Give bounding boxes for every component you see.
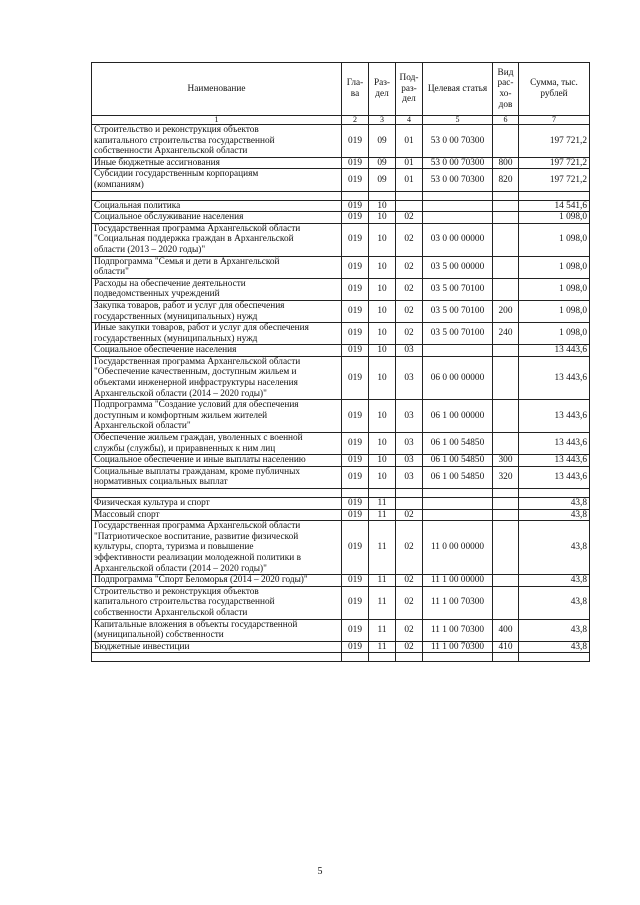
table-row bbox=[92, 455, 590, 467]
column-numbers-row bbox=[92, 116, 590, 125]
podrazdel-cell: 02 bbox=[396, 278, 423, 300]
name-line: капитального строительства государственной bbox=[94, 597, 275, 608]
target-cell: 03 0 00 00000 bbox=[423, 223, 493, 256]
vid-cell bbox=[493, 509, 519, 521]
vid-cell bbox=[493, 498, 519, 510]
podrazdel-cell bbox=[396, 200, 423, 212]
name-cell bbox=[92, 641, 342, 653]
razdel-cell: 11 bbox=[369, 521, 396, 575]
razdel-cell: 10 bbox=[369, 345, 396, 357]
table-row bbox=[92, 278, 590, 300]
sum-cell: 13 443,6 bbox=[519, 356, 590, 399]
name-line: государственных (муниципальных) нужд bbox=[94, 333, 258, 344]
target-cell: 53 0 00 70300 bbox=[423, 125, 493, 158]
glava-cell: 019 bbox=[342, 455, 369, 467]
glava-cell: 019 bbox=[342, 125, 369, 158]
podrazdel-cell: 03 bbox=[396, 433, 423, 455]
razdel-cell: 09 bbox=[369, 125, 396, 158]
name-line: "Патриотическое воспитание, развитие физической bbox=[94, 531, 299, 542]
target-cell bbox=[423, 345, 493, 357]
target-cell: 03 5 00 70100 bbox=[423, 300, 493, 322]
name-line: эффективности реализации молодежной политики в bbox=[94, 552, 301, 563]
empty-cell bbox=[519, 653, 590, 662]
header-vid: Вид рас-хо-дов bbox=[493, 63, 519, 116]
glava-cell: 019 bbox=[342, 400, 369, 433]
table-row bbox=[92, 169, 590, 191]
budget-table bbox=[91, 62, 590, 662]
name-line: Строительство и реконструкция объектов bbox=[94, 125, 259, 135]
empty-cell bbox=[92, 653, 342, 662]
razdel-cell: 10 bbox=[369, 323, 396, 345]
podrazdel-cell: 02 bbox=[396, 256, 423, 278]
empty-cell bbox=[519, 191, 590, 200]
podrazdel-cell: 03 bbox=[396, 466, 423, 488]
target-cell: 53 0 00 70300 bbox=[423, 157, 493, 169]
empty-cell bbox=[342, 489, 369, 498]
glava-cell: 019 bbox=[342, 498, 369, 510]
razdel-cell: 10 bbox=[369, 433, 396, 455]
podrazdel-cell: 01 bbox=[396, 157, 423, 169]
glava-cell: 019 bbox=[342, 200, 369, 212]
name-line: Физическая культура и спорт bbox=[94, 498, 210, 508]
razdel-cell: 11 bbox=[369, 586, 396, 619]
sum-cell: 1 098,0 bbox=[519, 323, 590, 345]
target-cell: 11 0 00 00000 bbox=[423, 521, 493, 575]
sum-cell: 13 443,6 bbox=[519, 466, 590, 488]
col-number: 1 bbox=[92, 116, 342, 125]
name-line: "Обеспечение качественным, доступным жильем и bbox=[94, 367, 297, 378]
sum-cell: 43,8 bbox=[519, 641, 590, 653]
glava-cell: 019 bbox=[342, 521, 369, 575]
sum-cell: 197 721,2 bbox=[519, 169, 590, 191]
header-target: Целевая статья bbox=[423, 63, 493, 116]
glava-cell: 019 bbox=[342, 641, 369, 653]
podrazdel-cell: 02 bbox=[396, 586, 423, 619]
sum-cell: 43,8 bbox=[519, 586, 590, 619]
vid-cell bbox=[493, 400, 519, 433]
razdel-cell: 10 bbox=[369, 300, 396, 322]
razdel-cell: 10 bbox=[369, 200, 396, 212]
name-line: Социальные выплаты гражданам, кроме публичных bbox=[94, 466, 300, 477]
name-cell bbox=[92, 157, 342, 169]
razdel-cell: 10 bbox=[369, 356, 396, 399]
empty-cell bbox=[493, 489, 519, 498]
name-line: "Социальная поддержка граждан в Архангельской bbox=[94, 234, 294, 245]
empty-cell bbox=[396, 191, 423, 200]
razdel-cell: 10 bbox=[369, 400, 396, 433]
podrazdel-cell: 02 bbox=[396, 223, 423, 256]
podrazdel-cell: 01 bbox=[396, 125, 423, 158]
vid-cell: 410 bbox=[493, 641, 519, 653]
vid-cell bbox=[493, 200, 519, 212]
empty-cell bbox=[423, 653, 493, 662]
podrazdel-cell: 03 bbox=[396, 356, 423, 399]
razdel-cell: 10 bbox=[369, 278, 396, 300]
vid-cell bbox=[493, 345, 519, 357]
name-cell bbox=[92, 498, 342, 510]
sum-cell: 197 721,2 bbox=[519, 125, 590, 158]
glava-cell: 019 bbox=[342, 345, 369, 357]
name-line: области (2013 – 2020 годы)" bbox=[94, 244, 206, 255]
table-row bbox=[92, 498, 590, 510]
vid-cell bbox=[493, 223, 519, 256]
empty-cell bbox=[92, 489, 342, 498]
target-cell bbox=[423, 498, 493, 510]
name-cell bbox=[92, 223, 342, 256]
podrazdel-cell: 02 bbox=[396, 300, 423, 322]
vid-cell: 240 bbox=[493, 323, 519, 345]
podrazdel-cell: 02 bbox=[396, 323, 423, 345]
header-glava: Гла-ва bbox=[342, 63, 369, 116]
table-row bbox=[92, 575, 590, 587]
sum-cell: 43,8 bbox=[519, 619, 590, 641]
vid-cell: 300 bbox=[493, 455, 519, 467]
name-line: Бюджетные инвестиции bbox=[94, 641, 190, 652]
target-cell bbox=[423, 212, 493, 224]
glava-cell: 019 bbox=[342, 586, 369, 619]
empty-cell bbox=[493, 191, 519, 200]
name-cell bbox=[92, 455, 342, 467]
table-row bbox=[92, 200, 590, 212]
name-cell bbox=[92, 212, 342, 224]
name-line: Государственная программа Архангельской области bbox=[94, 356, 301, 367]
razdel-cell: 10 bbox=[369, 212, 396, 224]
col-number: 3 bbox=[369, 116, 396, 125]
vid-cell bbox=[493, 521, 519, 575]
empty-cell bbox=[396, 489, 423, 498]
name-line: Архангельской области" bbox=[94, 421, 191, 432]
name-line: (муниципальной) собственности bbox=[94, 630, 224, 641]
empty-cell bbox=[369, 191, 396, 200]
table-row bbox=[92, 356, 590, 399]
empty-cell bbox=[92, 191, 342, 200]
header-podrazdel: Под-раз-дел bbox=[396, 63, 423, 116]
name-cell bbox=[92, 169, 342, 191]
target-cell: 03 5 00 00000 bbox=[423, 256, 493, 278]
razdel-cell: 11 bbox=[369, 619, 396, 641]
table-row bbox=[92, 641, 590, 653]
name-cell bbox=[92, 466, 342, 488]
glava-cell: 019 bbox=[342, 223, 369, 256]
glava-cell: 019 bbox=[342, 466, 369, 488]
table-row bbox=[92, 521, 590, 575]
col-number: 2 bbox=[342, 116, 369, 125]
table-row bbox=[92, 466, 590, 488]
podrazdel-cell: 02 bbox=[396, 619, 423, 641]
name-cell bbox=[92, 521, 342, 575]
name-line: Социальное обслуживание населения bbox=[94, 212, 244, 223]
sum-cell: 1 098,0 bbox=[519, 278, 590, 300]
glava-cell: 019 bbox=[342, 256, 369, 278]
vid-cell bbox=[493, 586, 519, 619]
target-cell: 11 1 00 70300 bbox=[423, 619, 493, 641]
name-line: Социальное обеспечение населения bbox=[94, 345, 237, 356]
name-line: культуры, спорта, туризма и повышение bbox=[94, 542, 254, 553]
target-cell: 06 0 00 00000 bbox=[423, 356, 493, 399]
vid-cell bbox=[493, 256, 519, 278]
sum-cell: 13 443,6 bbox=[519, 345, 590, 357]
name-line: государственных (муниципальных) нужд bbox=[94, 311, 258, 322]
glava-cell: 019 bbox=[342, 575, 369, 587]
target-cell: 11 1 00 70300 bbox=[423, 586, 493, 619]
podrazdel-cell bbox=[396, 498, 423, 510]
name-cell bbox=[92, 323, 342, 345]
col-number: 5 bbox=[423, 116, 493, 125]
name-line: нормативных социальных выплат bbox=[94, 477, 228, 488]
podrazdel-cell: 02 bbox=[396, 575, 423, 587]
name-cell bbox=[92, 586, 342, 619]
table-body bbox=[92, 125, 590, 662]
name-cell bbox=[92, 356, 342, 399]
target-cell: 03 5 00 70100 bbox=[423, 278, 493, 300]
sum-cell: 13 443,6 bbox=[519, 400, 590, 433]
sum-cell: 13 443,6 bbox=[519, 455, 590, 467]
sum-cell: 43,8 bbox=[519, 509, 590, 521]
header-razdel: Раз-дел bbox=[369, 63, 396, 116]
sum-cell: 43,8 bbox=[519, 521, 590, 575]
razdel-cell: 11 bbox=[369, 509, 396, 521]
name-line: области" bbox=[94, 267, 129, 278]
glava-cell: 019 bbox=[342, 323, 369, 345]
name-line: Массовый спорт bbox=[94, 509, 160, 520]
target-cell bbox=[423, 509, 493, 521]
name-line: собственности Архангельской области bbox=[94, 146, 248, 157]
name-cell bbox=[92, 256, 342, 278]
target-cell: 03 5 00 70100 bbox=[423, 323, 493, 345]
razdel-cell: 11 bbox=[369, 575, 396, 587]
table-row bbox=[92, 323, 590, 345]
name-line: Социальная политика bbox=[94, 200, 181, 211]
vid-cell bbox=[493, 433, 519, 455]
spacer-row bbox=[92, 653, 590, 662]
razdel-cell: 11 bbox=[369, 498, 396, 510]
table-row bbox=[92, 223, 590, 256]
table-row bbox=[92, 619, 590, 641]
sum-cell: 14 541,6 bbox=[519, 200, 590, 212]
empty-cell bbox=[396, 653, 423, 662]
sum-cell: 13 443,6 bbox=[519, 433, 590, 455]
sum-cell: 43,8 bbox=[519, 498, 590, 510]
name-line: Обеспечение жильем граждан, уволенных с военной bbox=[94, 433, 303, 444]
target-cell: 06 1 00 54850 bbox=[423, 433, 493, 455]
sum-cell: 1 098,0 bbox=[519, 212, 590, 224]
name-line: Закупка товаров, работ и услуг для обеспечения bbox=[94, 300, 285, 311]
glava-cell: 019 bbox=[342, 169, 369, 191]
name-cell bbox=[92, 345, 342, 357]
name-line: службы (службы), и приравненных к ним лиц bbox=[94, 443, 276, 454]
target-cell: 06 1 00 00000 bbox=[423, 400, 493, 433]
table-row bbox=[92, 256, 590, 278]
spacer-row bbox=[92, 191, 590, 200]
podrazdel-cell: 02 bbox=[396, 521, 423, 575]
vid-cell bbox=[493, 356, 519, 399]
col-number: 4 bbox=[396, 116, 423, 125]
header-name: Наименование bbox=[92, 63, 342, 116]
name-line: Иные закупки товаров, работ и услуг для обеспечения bbox=[94, 323, 309, 334]
name-cell bbox=[92, 200, 342, 212]
name-cell bbox=[92, 575, 342, 587]
empty-cell bbox=[423, 191, 493, 200]
glava-cell: 019 bbox=[342, 356, 369, 399]
name-cell bbox=[92, 509, 342, 521]
table-row bbox=[92, 125, 590, 158]
header-row bbox=[92, 63, 590, 116]
name-line: Иные бюджетные ассигнования bbox=[94, 157, 220, 168]
col-number: 6 bbox=[493, 116, 519, 125]
table-row bbox=[92, 300, 590, 322]
glava-cell: 019 bbox=[342, 212, 369, 224]
glava-cell: 019 bbox=[342, 433, 369, 455]
vid-cell bbox=[493, 575, 519, 587]
name-cell bbox=[92, 433, 342, 455]
table-row bbox=[92, 345, 590, 357]
vid-cell: 400 bbox=[493, 619, 519, 641]
name-line: Архангельской области (2014 – 2020 годы)" bbox=[94, 388, 267, 399]
glava-cell: 019 bbox=[342, 157, 369, 169]
empty-cell bbox=[369, 489, 396, 498]
name-line: Архангельской области (2014 – 2020 годы)" bbox=[94, 563, 267, 574]
name-cell bbox=[92, 300, 342, 322]
podrazdel-cell: 01 bbox=[396, 169, 423, 191]
sum-cell: 1 098,0 bbox=[519, 300, 590, 322]
name-line: Строительство и реконструкция объектов bbox=[94, 586, 259, 597]
name-line: объектами инженерной инфраструктуры населения bbox=[94, 378, 298, 389]
empty-cell bbox=[423, 489, 493, 498]
page-number: 5 bbox=[317, 866, 323, 877]
glava-cell: 019 bbox=[342, 509, 369, 521]
podrazdel-cell: 03 bbox=[396, 345, 423, 357]
target-cell bbox=[423, 200, 493, 212]
name-cell bbox=[92, 278, 342, 300]
name-line: Подпрограмма "Создание условий для обеспечения bbox=[94, 400, 299, 411]
sum-cell: 197 721,2 bbox=[519, 157, 590, 169]
razdel-cell: 10 bbox=[369, 256, 396, 278]
name-line: собственности Архангельской области bbox=[94, 607, 248, 618]
empty-cell bbox=[493, 653, 519, 662]
sum-cell: 1 098,0 bbox=[519, 256, 590, 278]
podrazdel-cell: 02 bbox=[396, 509, 423, 521]
glava-cell: 019 bbox=[342, 619, 369, 641]
glava-cell: 019 bbox=[342, 300, 369, 322]
spacer-row bbox=[92, 489, 590, 498]
vid-cell bbox=[493, 278, 519, 300]
empty-cell bbox=[342, 653, 369, 662]
vid-cell: 200 bbox=[493, 300, 519, 322]
name-line: Государственная программа Архангельской области bbox=[94, 223, 301, 234]
name-line: Субсидии государственным корпорациям bbox=[94, 169, 259, 180]
glava-cell: 019 bbox=[342, 278, 369, 300]
razdel-cell: 10 bbox=[369, 223, 396, 256]
target-cell: 06 1 00 54850 bbox=[423, 455, 493, 467]
empty-cell bbox=[342, 191, 369, 200]
empty-cell bbox=[519, 489, 590, 498]
target-cell: 11 1 00 00000 bbox=[423, 575, 493, 587]
razdel-cell: 10 bbox=[369, 455, 396, 467]
razdel-cell: 09 bbox=[369, 169, 396, 191]
podrazdel-cell: 03 bbox=[396, 400, 423, 433]
table-row bbox=[92, 212, 590, 224]
table-row bbox=[92, 400, 590, 433]
name-line: Подпрограмма "Спорт Беломорья (2014 – 2020 годы)" bbox=[94, 575, 308, 586]
table-row bbox=[92, 433, 590, 455]
name-line: подведомственных учреждений bbox=[94, 289, 220, 300]
vid-cell: 800 bbox=[493, 157, 519, 169]
name-line: доступным и комфортным жильем жителей bbox=[94, 410, 268, 421]
name-line: (компаниям) bbox=[94, 179, 144, 190]
name-line: Социальное обеспечение и иные выплаты населению bbox=[94, 455, 306, 466]
table-row bbox=[92, 586, 590, 619]
razdel-cell: 09 bbox=[369, 157, 396, 169]
col-number: 7 bbox=[519, 116, 590, 125]
razdel-cell: 11 bbox=[369, 641, 396, 653]
name-cell bbox=[92, 400, 342, 433]
podrazdel-cell: 02 bbox=[396, 212, 423, 224]
vid-cell bbox=[493, 125, 519, 158]
target-cell: 06 1 00 54850 bbox=[423, 466, 493, 488]
sum-cell: 43,8 bbox=[519, 575, 590, 587]
podrazdel-cell: 02 bbox=[396, 641, 423, 653]
vid-cell bbox=[493, 212, 519, 224]
name-cell bbox=[92, 125, 342, 158]
name-line: Государственная программа Архангельской области bbox=[94, 521, 301, 532]
name-line: Подпрограмма "Семья и дети в Архангельской bbox=[94, 256, 280, 267]
name-line: Расходы на обеспечение деятельности bbox=[94, 278, 246, 289]
empty-cell bbox=[369, 653, 396, 662]
name-line: Капитальные вложения в объекты государственной bbox=[94, 619, 298, 630]
sum-cell: 1 098,0 bbox=[519, 223, 590, 256]
vid-cell: 820 bbox=[493, 169, 519, 191]
razdel-cell: 10 bbox=[369, 466, 396, 488]
table-row bbox=[92, 509, 590, 521]
target-cell: 11 1 00 70300 bbox=[423, 641, 493, 653]
name-line: капитального строительства государственной bbox=[94, 135, 275, 146]
header-sum: Сумма, тыс. рублей bbox=[519, 63, 590, 116]
vid-cell: 320 bbox=[493, 466, 519, 488]
name-cell bbox=[92, 619, 342, 641]
podrazdel-cell: 03 bbox=[396, 455, 423, 467]
table-row bbox=[92, 157, 590, 169]
target-cell: 53 0 00 70300 bbox=[423, 169, 493, 191]
